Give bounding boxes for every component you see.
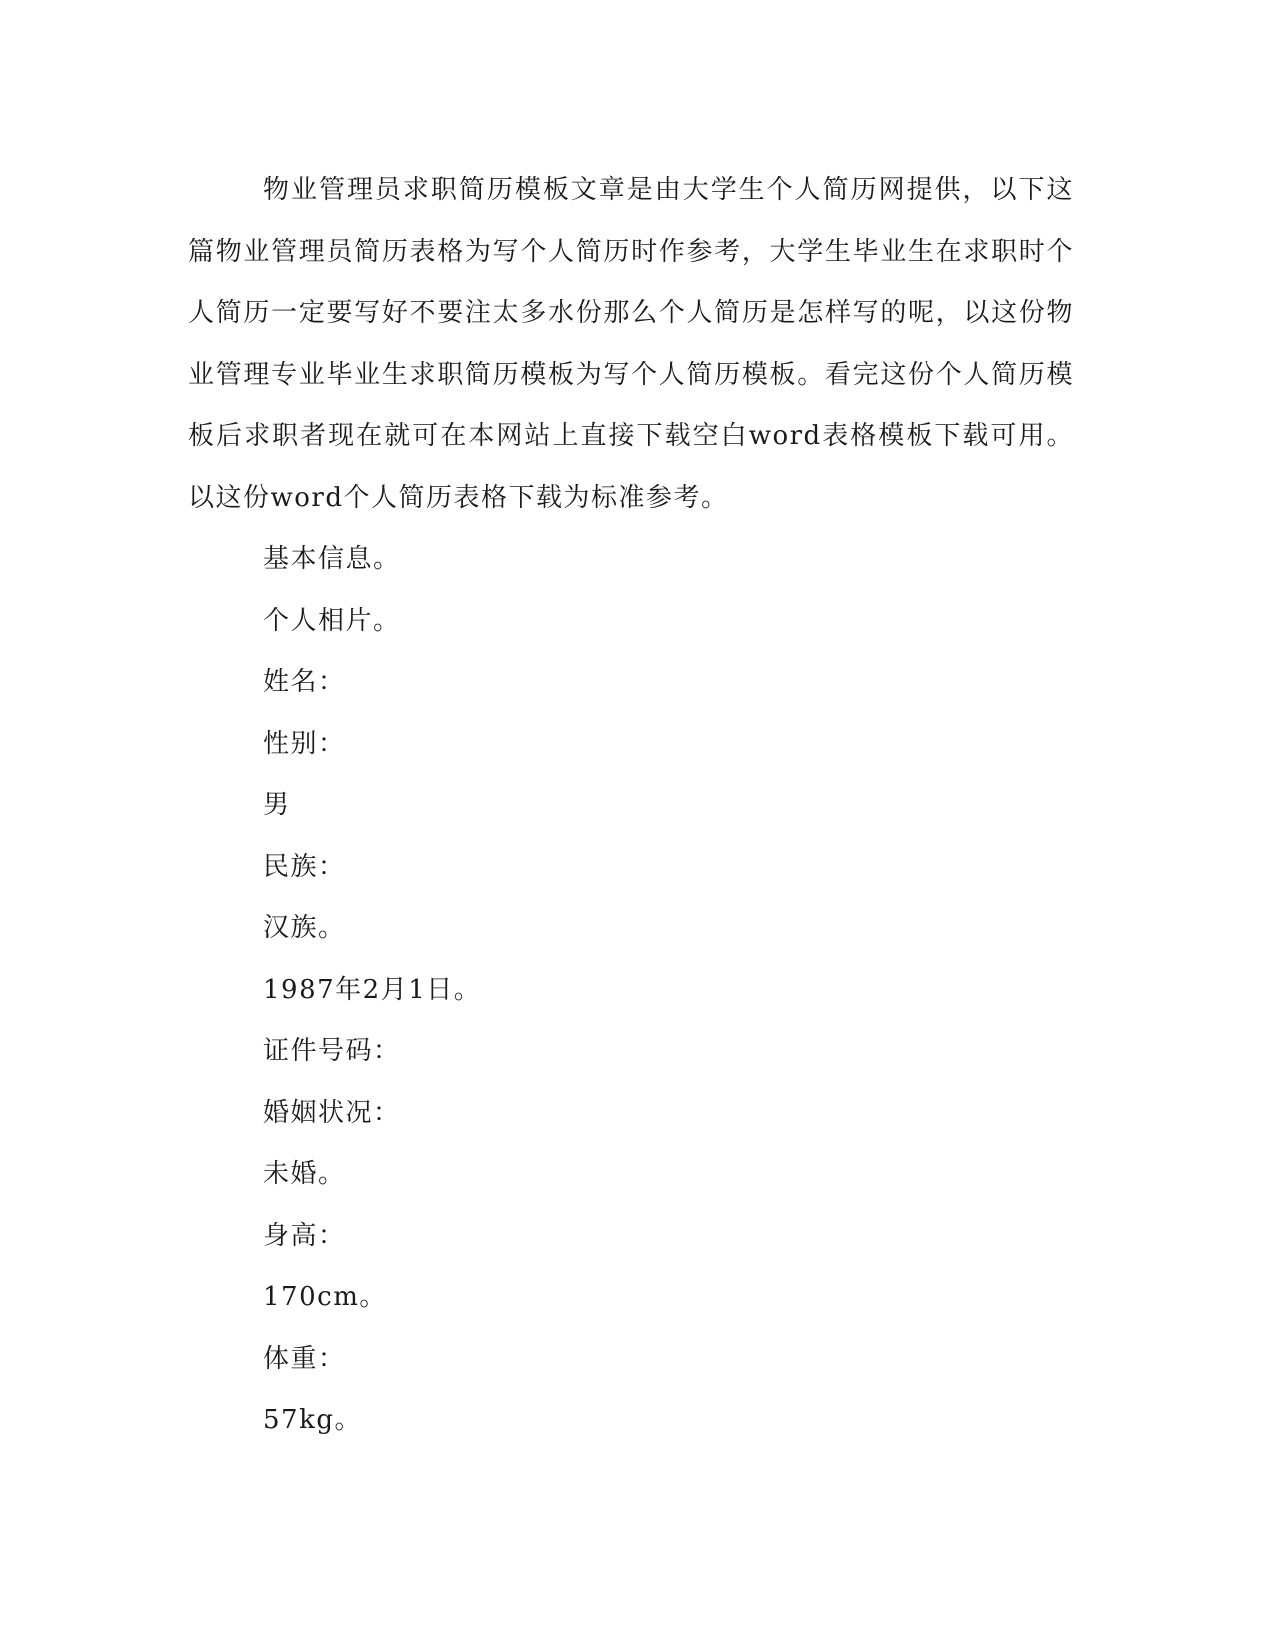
line-weight-value: 57kg。 (263, 1405, 362, 1435)
line-photo: 个人相片。 (263, 605, 401, 636)
line-ethnicity-label: 民族： (263, 851, 346, 882)
line-marital-value: 未婚。 (263, 1159, 346, 1189)
line-weight-label: 体重： (263, 1343, 346, 1374)
line-height-value: 170cm。 (263, 1282, 387, 1312)
intro-paragraph: 物业管理员求职简历模板文章是由大学生个人简历网提供，以下这篇物业管理员简历表格为写个人简历时作参考，大学生毕业生在求职时个人简历一定要写好不要注太多水份那么个人简历是怎样写的呢，以这份物业管理专业毕业生求职简历模板为写个人简历模板。看完这份个人简历模板后求职者现在就可在本网站上直接下载空白word表格模板下载可用。以这份word个人简历表格下载为标准参考。 (188, 175, 1074, 513)
line-id-number-label: 证件号码： (263, 1036, 401, 1066)
line-gender-label: 性别： (263, 728, 346, 759)
line-ethnicity-value: 汉族。 (263, 913, 346, 943)
line-birth-date: 1987年2月1日。 (263, 974, 482, 1005)
line-height-label: 身高： (263, 1220, 346, 1251)
document-body (188, 160, 1074, 1452)
line-basic-info: 基本信息。 (263, 544, 401, 574)
line-name-label: 姓名： (263, 667, 346, 697)
line-gender-value: 男 (263, 790, 291, 820)
line-marital-label: 婚姻状况： (263, 1097, 401, 1128)
